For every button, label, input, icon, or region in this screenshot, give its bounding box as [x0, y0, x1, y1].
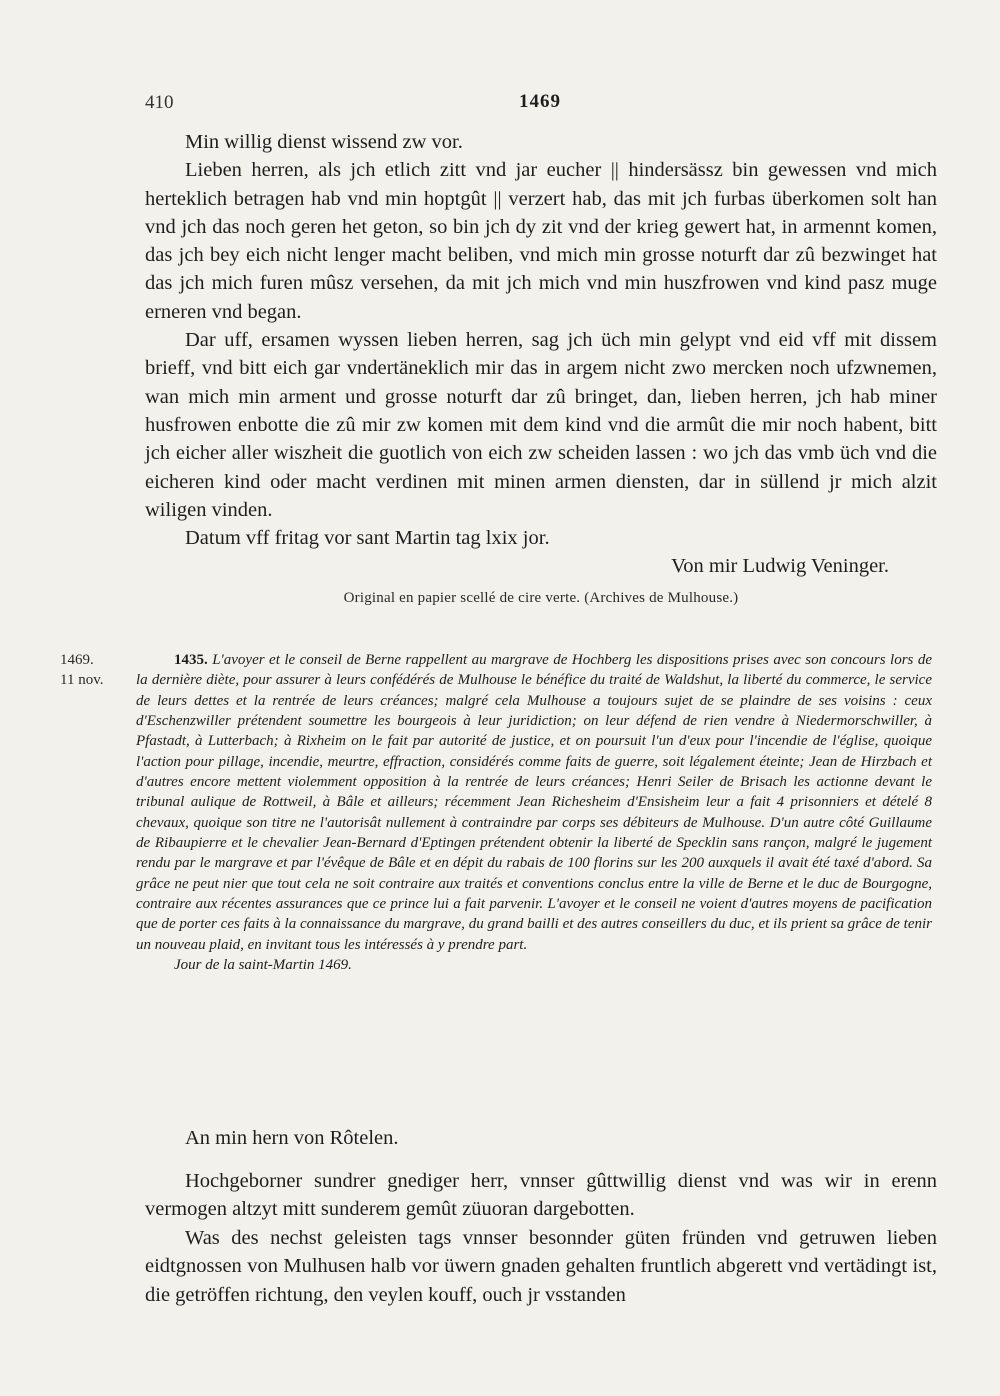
document-number: 1435.: [174, 652, 208, 668]
source-note: Original en papier scellé de cire verte. (Archives de Mulhouse.): [343, 590, 739, 606]
letter1-signature: Von mir Ludwig Veninger.: [671, 555, 889, 578]
summary-date-line: Jour de la saint-Martin 1469.: [174, 957, 352, 974]
letter-to-roetelen: [145, 1124, 937, 1309]
letter1-paragraph: Dar uff, ersamen wyssen lieben herren, sag jch üch min gelypt vnd eid vff mit dissem brieff, vnd bitt eich gar vndertäneklich mir das in argem nicht zwo mercken noch ufzwnemen, wan mich min arment und grosse noturft dar zû bringet, dan, lieben herren, jch hab miner husfrowen enbotte die zû mir zw komen mit dem kind vnd die armût die mir noch habent, bitt jch eicher aller wiszheit die guotlich von eich zw scheiden lassen : wo jch das vmb üch vnd die eicheren kind oder macht verdinen mit minen armen diensten, dar in süllend jr mich alzit wiligen vinden.: [145, 329, 937, 521]
summary-text: L'avoyer et le conseil de Berne rappellent au margrave de Hochberg les dispositions prises avec son concours lors de la dernière diète, pour assurer à leurs confédérés de Mulhouse le bénéfice du traité de Waldshut, la liberté du commerce, le service de leurs dettes et la rentrée de leurs créances; malgré cela Mulhouse a toujours sujet de se plaindre de ses voisins : ceux d'Eschenzwiller prétendent soumettre les bourgeois à leur juridiction; on leur défend de rien vendre à Niedermorschwiller, à Pfastadt, à Lutterbach; à Rixheim on le fait par autorité de justice, et on poursuit l'un d'eux pour l'incendie de l'église, quoique l'action pour pillage, incendie, meurtre, effraction, considérés comme faits de guerre, soit légalement éteinte; Jean de Hirzbach et d'autres encore mettent violemment opposition à la rentrée de leurs créances; Henri Seiler de Brisach les actionne devant le tribunal aulique de Rottweil, à Bâle et ailleurs; récemment Jean Richesheim d'Ensisheim leur a fait 4 prisonniers et dételé 8 chevaux, quoique son titre ne l'autorisât nullement à contraindre par corps ses débiteurs de Mulhouse. D'un autre côté Guillaume de Ribaupierre et le chevalier Jean-Bernard d'Eptingen prétendent obtenir la liberté de Specklin sans rançon, malgré le jugement rendu par le margrave et par l'évêque de Bâle et en dépit du rabais de 100 florins sur les 200 auxquels il avait été taxé d'abord. Sa grâce ne peut nier que tout cela ne soit contraire aux traités et conventions conclus entre la ville de Berne et le duc de Bourgogne, contraire aux récentes assurances que ce prince lui a fait parvenir. L'avoyer et le conseil ne voient d'autres moyens de pacification que de porter ces faits à la connaissance du margrave, du grand bailli et des autres conseillers du duc, et ils prient sa grâce de tenir un nouveau plaid, en invitant tous les intéressés à y prendre part.: [136, 652, 933, 953]
page-number: 410: [145, 92, 174, 113]
letter1-paragraph: Min willig dienst wissend zw vor.: [185, 131, 463, 153]
margin-date-year: 1469.: [60, 652, 94, 668]
letter-veninger: [145, 128, 937, 581]
letter2-address: An min hern von Rôtelen.: [185, 1127, 399, 1149]
letter1-paragraph: Lieben herren, als jch etlich zitt vnd jar eucher || hindersässz bin gewessen vnd mich herteklich betragen hab vnd min hoptgût || verzert hab, das mit jch furbas überkomen solt han vnd jch das noch geren het geton, so bin jch dy zit vnd der krieg gewert hat, in armennt komen, das jch bey eich nicht lenger macht beliben, vnd mich min grosse noturft dar zû bezwinget hat das jch mich furen mûsz versehen, da mit jch mich vnd min huszfrowen vnd kind pasz muge erneren vnd began.: [145, 159, 937, 323]
running-head-year: 1469: [519, 91, 561, 112]
document-summary: [136, 650, 932, 976]
letter1-dateline: Datum vff fritag vor sant Martin tag lxix jor.: [185, 527, 550, 550]
page-header: [145, 92, 935, 116]
letter2-paragraph: Was des nechst geleisten tags vnnser besonnder güten fründen vnd getruwen lieben eidtgnossen von Mulhusen halb vor üwern gnaden gehalten fruntlich abgerett vnd vertädingt ist, die getröffen richtung, den veylen kouff, ouch jr vsstanden: [145, 1226, 937, 1306]
margin-date: [60, 650, 140, 691]
letter2-paragraph: Hochgeborner sundrer gnediger herr, vnnser gûttwillig dienst vnd was wir in erenn vermogen altzyt mitt sunderem gemût züuoran dargebotten.: [145, 1169, 937, 1220]
margin-date-day: 11 nov.: [60, 672, 104, 689]
summary-paragraph: [136, 650, 932, 955]
